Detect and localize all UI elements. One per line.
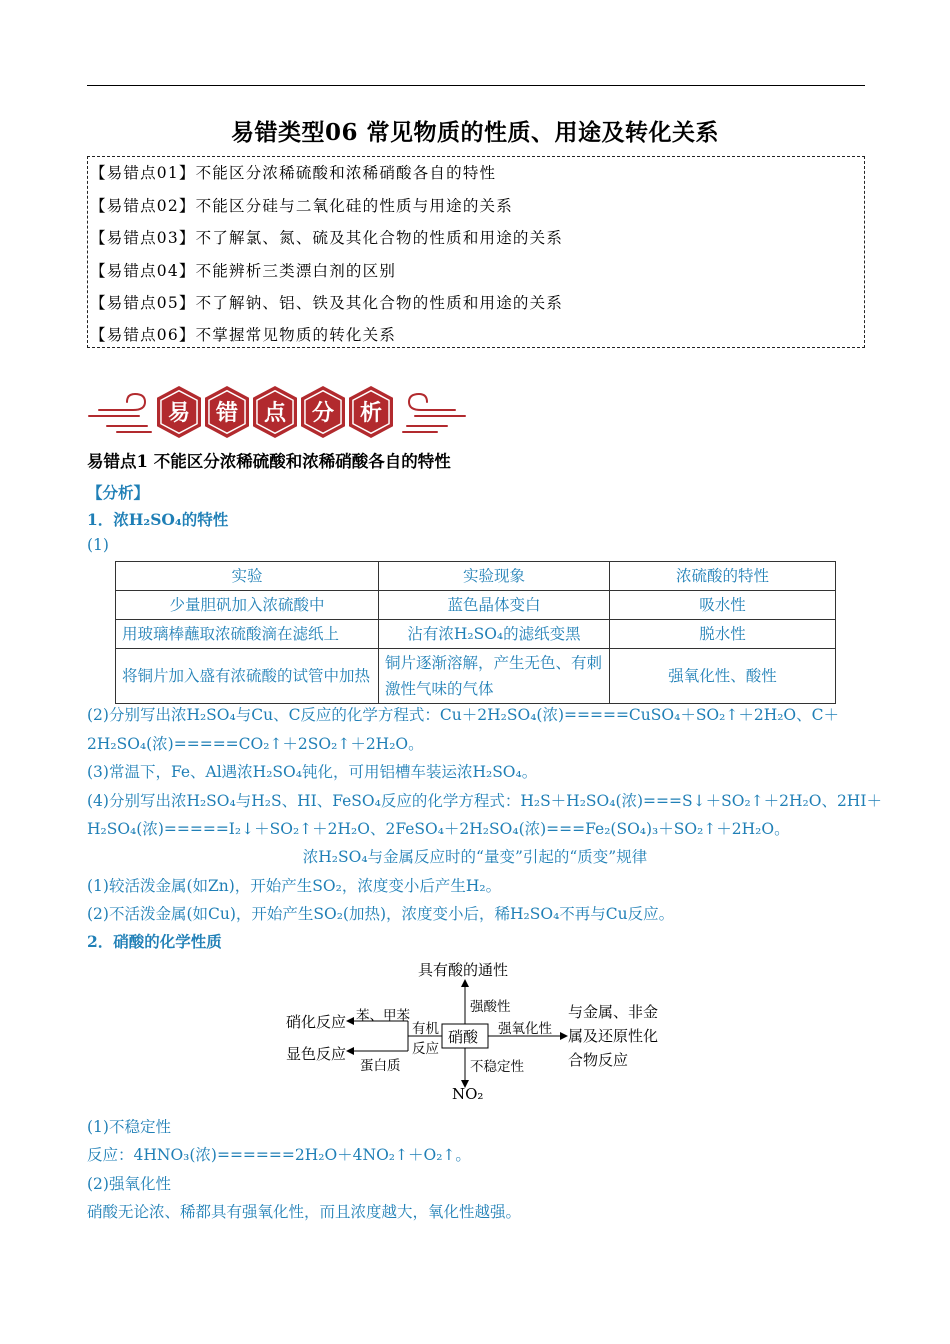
paragraph: (1) (87, 536, 109, 554)
subheading-h2so4: 1．浓H₂SO₄的特性 (87, 510, 229, 529)
table-row (116, 591, 836, 620)
table-cell: 少量胆矾加入浓硫酸中 (116, 591, 379, 620)
diagram-edge-label: 苯、甲苯 (356, 1008, 410, 1024)
nitric-acid-diagram (280, 955, 680, 1105)
table-header-row (116, 562, 836, 591)
equation-line: (2)分别写出浓H₂SO₄与Cu、C反应的化学方程式：Cu＋2H₂SO₄(浓)=====CuSO₄＋SO₂↑＋2H₂O、C＋ (87, 706, 840, 724)
banner-char: 析 (359, 401, 383, 426)
equation-line: (4)分别写出浓H₂SO₄与H₂S、HI、FeSO₄反应的化学方程式：H₂S＋H₂SO₄(浓)===S↓＋SO₂↑＋2H₂O、2HI＋ (87, 792, 882, 810)
banner-char: 分 (311, 401, 335, 426)
table-header: 实验现象 (379, 562, 610, 591)
page-title: 易错类型06 常见物质的性质、用途及转化关系 (230, 119, 719, 146)
equation-line: H₂SO₄(浓)=====I₂↓＋SO₂↑＋2H₂O、2FeSO₄＋2H₂SO₄(浓)===Fe₂(SO₄)₃＋SO₂↑＋2H₂O。 (87, 820, 790, 838)
table-row (116, 620, 836, 649)
toc-item: 【易错点06】不掌握常见物质的转化关系 (90, 326, 397, 344)
toc-item: 【易错点05】不了解钠、铝、铁及其化合物的性质和用途的关系 (90, 294, 564, 312)
paragraph: (1)不稳定性 (87, 1118, 171, 1136)
diagram-label: 硝化反应 (286, 1013, 347, 1031)
diagram-edge-label: 不稳定性 (470, 1059, 524, 1075)
diagram-label: 合物反应 (568, 1051, 629, 1069)
table-header: 浓硫酸的特性 (610, 562, 836, 591)
table-cell: 铜片逐渐溶解，产生无色、有刺激性气味的气体 (379, 649, 610, 704)
toc-box (87, 156, 865, 348)
table-cell: 吸水性 (610, 591, 836, 620)
diagram-label: 具有酸的通性 (418, 961, 509, 979)
table-row (116, 649, 836, 704)
paragraph: (2)不活泼金属(如Cu)，开始产生SO₂(加热)，浓度变小后，稀H₂SO₄不再与Cu反应。 (87, 905, 675, 923)
equation-line: 反应：4HNO₃(浓)======2H₂O＋4NO₂↑＋O₂↑。 (87, 1146, 471, 1164)
table-cell: 强氧化性、酸性 (610, 649, 836, 704)
table-cell: 将铜片加入盛有浓硫酸的试管中加热 (116, 649, 379, 704)
diagram-edge-label: 有机 (412, 1021, 439, 1037)
diagram-label: NO₂ (452, 1085, 484, 1103)
equation-line: 2H₂SO₄(浓)=====CO₂↑＋2SO₂↑＋2H₂O。 (87, 735, 424, 753)
table-cell: 沾有浓H₂SO₄的滤纸变黑 (379, 620, 610, 649)
properties-table (115, 561, 836, 704)
analysis-banner (87, 380, 467, 444)
rule-title: 浓H₂SO₄与金属反应时的“量变”引起的“质变”规律 (302, 848, 648, 866)
toc-item: 【易错点03】不了解氯、氮、硫及其化合物的性质和用途的关系 (90, 229, 564, 247)
diagram-label: 属及还原性化 (568, 1027, 659, 1045)
banner-char: 易 (167, 401, 191, 426)
toc-item: 【易错点01】不能区分浓稀硫酸和浓稀硝酸各自的特性 (90, 164, 497, 182)
diagram-center: 硝酸 (448, 1028, 479, 1046)
table-cell: 脱水性 (610, 620, 836, 649)
diagram-edge-label: 强氧化性 (498, 1021, 552, 1037)
paragraph: (1)较活泼金属(如Zn)，开始产生SO₂，浓度变小后产生H₂。 (87, 877, 502, 895)
diagram-label: 显色反应 (286, 1045, 347, 1063)
paragraph: (3)常温下，Fe、Al遇浓H₂SO₄钝化，可用铝槽车装运浓H₂SO₄。 (87, 763, 538, 781)
section-heading: 易错点1 不能区分浓稀硫酸和浓稀硝酸各自的特性 (87, 452, 451, 471)
banner-char: 错 (215, 401, 239, 426)
diagram-edge-label: 强酸性 (470, 999, 511, 1015)
diagram-label: 与金属、非金 (568, 1003, 659, 1021)
diagram-edge-label: 反应 (412, 1041, 439, 1057)
diagram-edge-label: 蛋白质 (360, 1058, 401, 1074)
table-cell: 蓝色晶体变白 (379, 591, 610, 620)
paragraph: (2)强氧化性 (87, 1175, 171, 1193)
analysis-label: 【分析】 (87, 483, 150, 502)
top-rule (87, 85, 865, 86)
toc-item: 【易错点02】不能区分硅与二氧化硅的性质与用途的关系 (90, 197, 513, 215)
toc-item: 【易错点04】不能辨析三类漂白剂的区别 (90, 262, 397, 280)
banner-char: 点 (263, 401, 287, 426)
subheading-hno3: 2．硝酸的化学性质 (87, 932, 222, 951)
table-header: 实验 (116, 562, 379, 591)
paragraph: 硝酸无论浓、稀都具有强氧化性，而且浓度越大，氧化性越强。 (87, 1203, 522, 1221)
table-cell: 用玻璃棒蘸取浓硫酸滴在滤纸上 (116, 620, 379, 649)
